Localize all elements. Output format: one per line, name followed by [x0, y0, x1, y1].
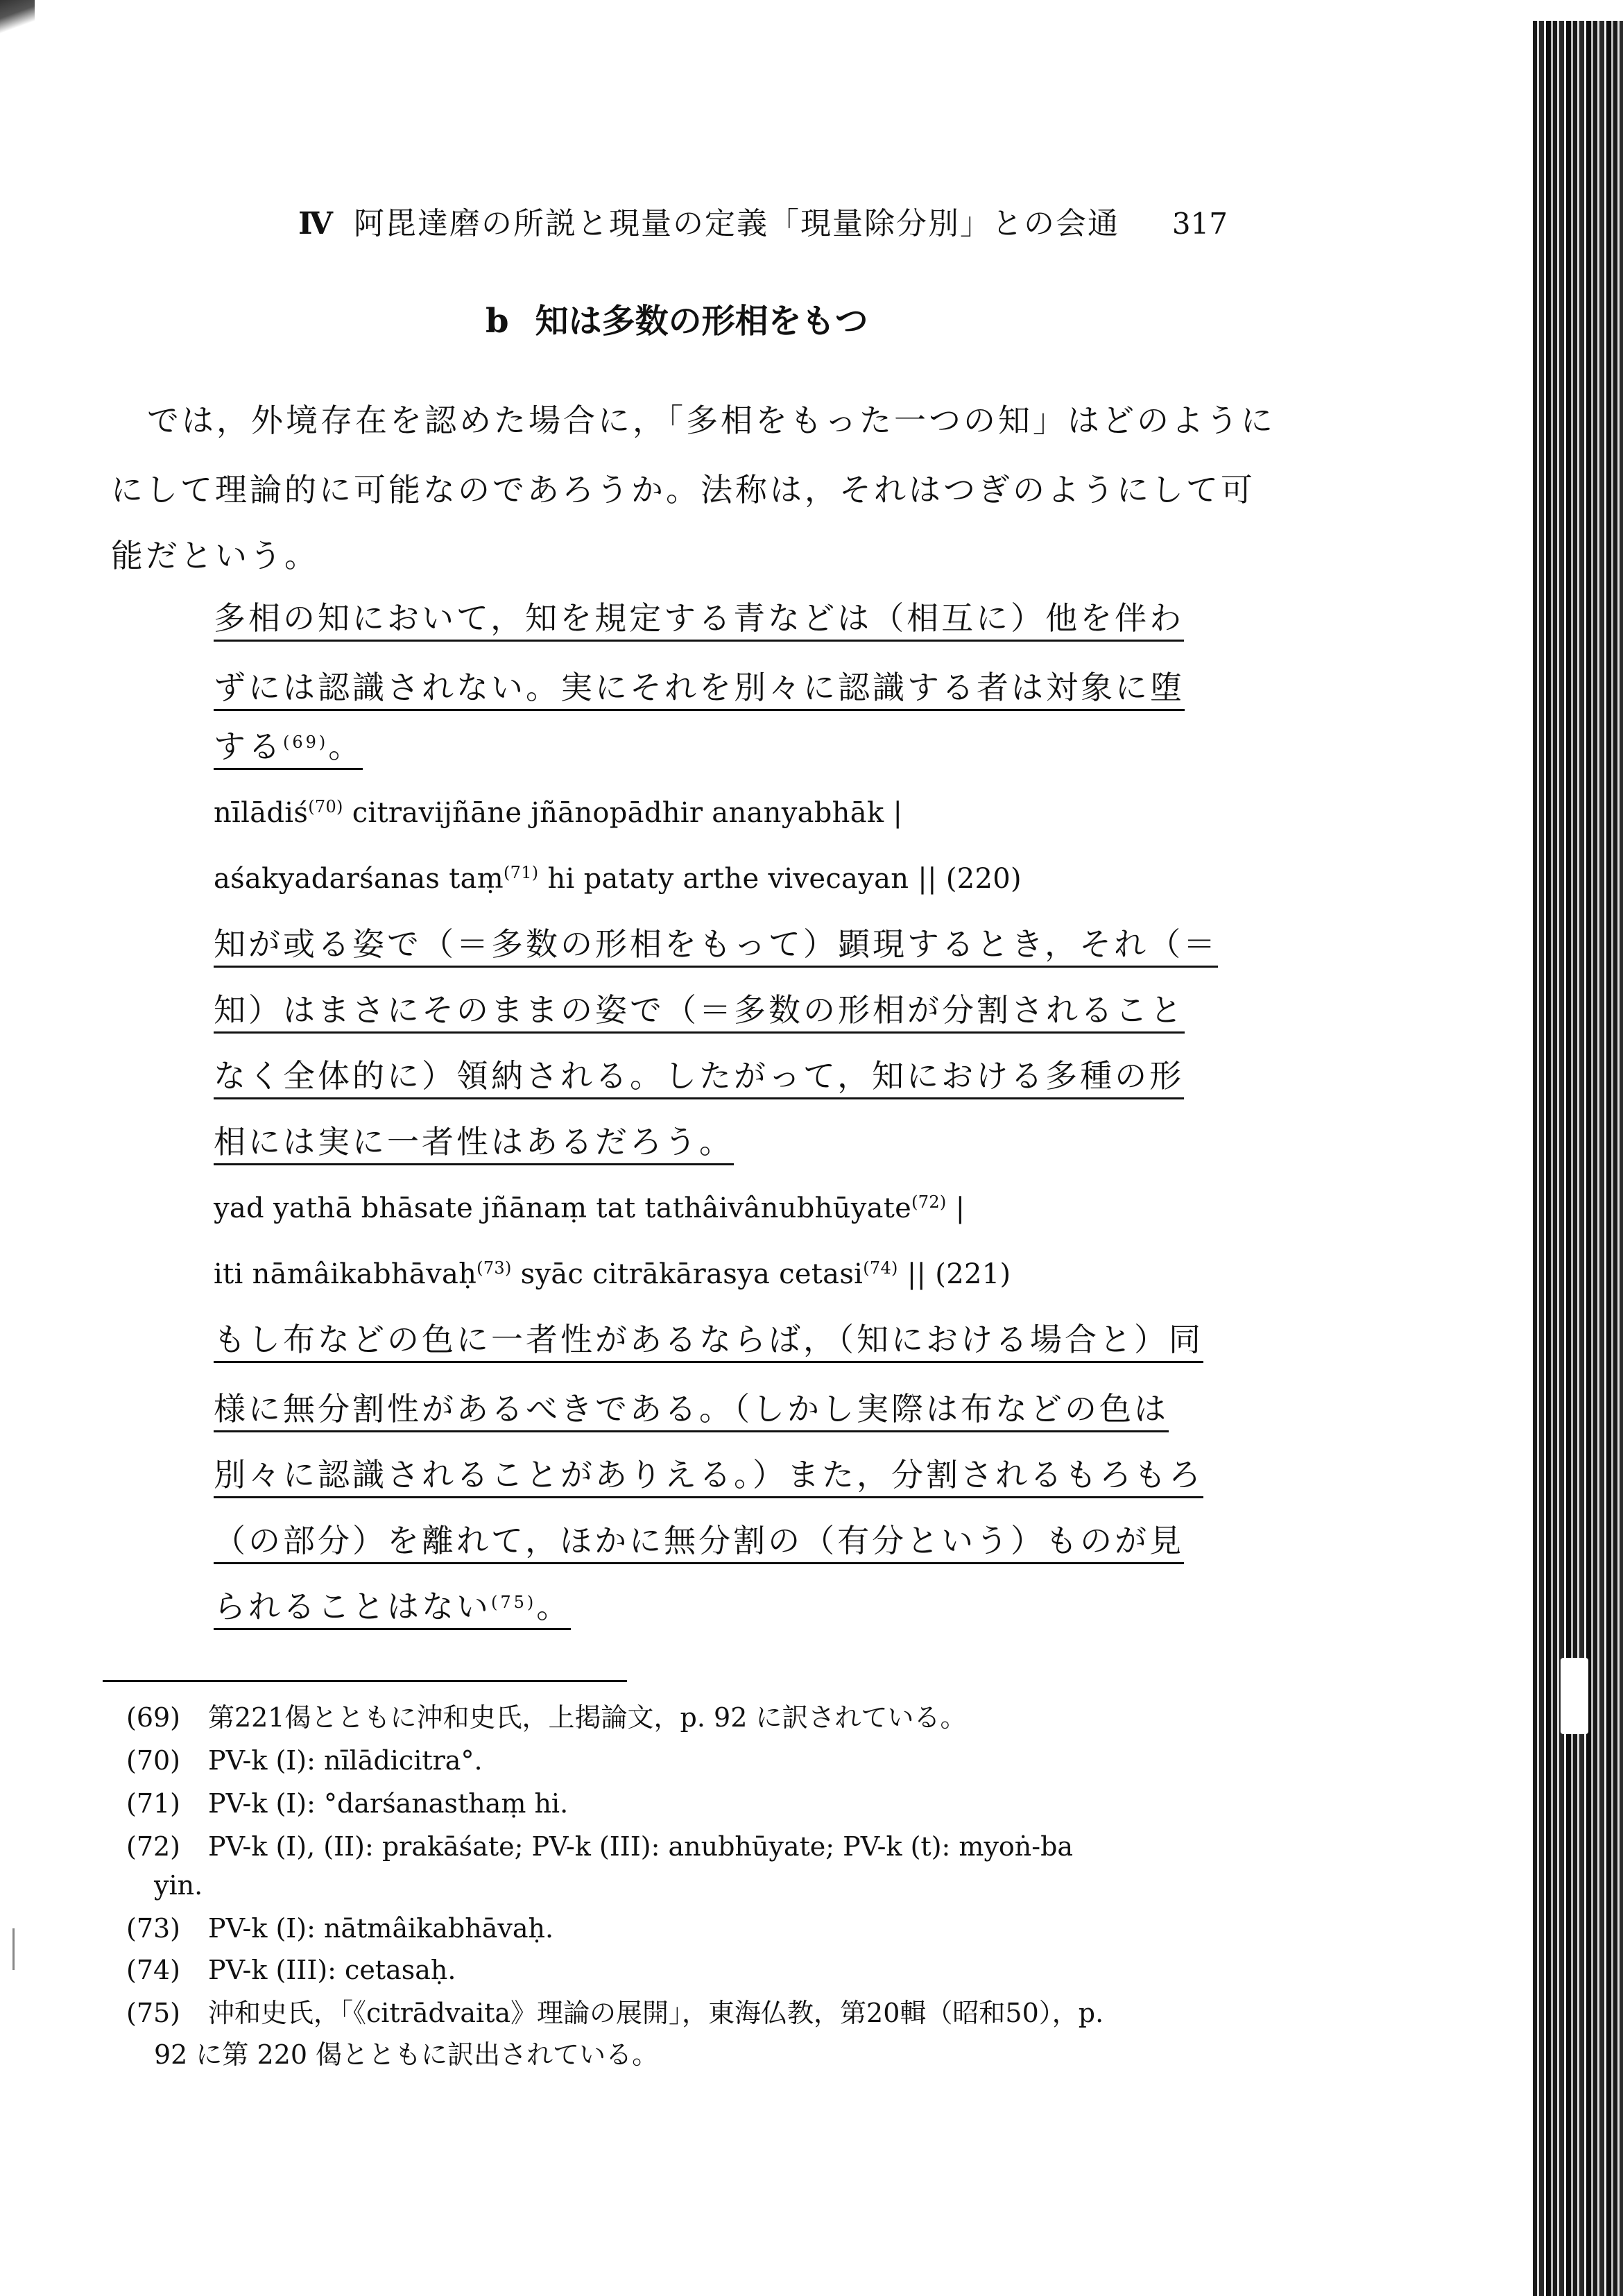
intro-line: 能だという。	[111, 537, 319, 574]
book-spine-edge	[1533, 21, 1623, 2296]
running-header	[298, 200, 1228, 248]
sanskrit-verse-line: nīlādiś$^{(70)}$ citravijñāne jñānopādhir ananyabhāk |	[214, 797, 903, 829]
note-ref: (70)	[308, 797, 343, 816]
note-ref: (75)	[491, 1593, 537, 1612]
footnote-continuation: 92 に第 220 偈とともに訳出されている。	[154, 2039, 659, 2070]
intro-line: にして理論的に可能なのであろうか。法称は，それはつぎのようにして可	[111, 471, 1255, 508]
note-ref: (73)	[476, 1258, 512, 1278]
note-ref: (74)	[863, 1258, 898, 1278]
quote-line: 多相の知において，知を規定する青などは（相互に）他を伴わ	[214, 593, 1184, 643]
intro-line: では，外境存在を認めた場合に，「多相をもった一つの知」はどのように	[147, 402, 1276, 439]
chapter-title: 阿毘達磨の所説と現量の定義「現量除分別」との会通	[354, 206, 1119, 241]
note-ref: (72)	[911, 1192, 947, 1212]
scan-speck	[12, 1928, 15, 1970]
quote-line: 知）はまさにそのままの姿で（＝多数の形相が分割されること	[214, 985, 1185, 1035]
spine-notch	[1561, 1658, 1588, 1734]
quote-line: 知が或る姿で（＝多数の形相をもって）顕現するとき，それ（＝	[214, 919, 1218, 969]
quote-line: もし布などの色に一者性があるならば，（知における場合と）同	[214, 1314, 1203, 1364]
chapter-number: Ⅳ	[298, 206, 332, 241]
footnote-continuation: yin.	[154, 1870, 203, 1901]
sanskrit-verse-line: iti nāmâikabhāvaḥ$^{(73)}$ syāc citrākārasya cetasi$^{(74)}$ || (221)	[214, 1258, 1011, 1290]
footnote: (73) PV-k (I): nātmâikabhāvaḥ.	[126, 1913, 554, 1944]
footnote: (71) PV-k (I): °darśanasthaṃ hi.	[126, 1788, 569, 1819]
note-ref: (69)	[283, 733, 329, 752]
quote-line: （の部分）を離れて，ほかに無分割の（有分という）ものが見	[214, 1516, 1184, 1566]
footnote-rule	[103, 1680, 627, 1682]
quote-line: 別々に認識されることがありえる。）また，分割されるもろもろ	[214, 1450, 1203, 1500]
footnote: (74) PV-k (III): cetasaḥ.	[126, 1955, 456, 1985]
sanskrit-verse-line: yad yathā bhāsate jñānaṃ tat tathâivânubhūyate$^{(72)}$ |	[214, 1192, 965, 1224]
footnote: (75) 沖和史氏，「《citrādvaita》理論の展開」，東海仏教，第20輯（昭和50），p.	[126, 1998, 1104, 2028]
section-title: 知は多数の形相をもつ	[535, 302, 868, 341]
note-ref: (71)	[503, 863, 539, 882]
quote-line: なく全体的に）領納される。したがって，知における多種の形	[214, 1051, 1184, 1101]
footnote: (69) 第221偈とともに沖和史氏，上掲論文，p. 92 に訳されている。	[126, 1702, 967, 1733]
quote-line: ずには認識されない。実にそれを別々に認識する者は対象に堕	[214, 662, 1185, 712]
section-letter: b	[486, 302, 509, 341]
footnote: (72) PV-k (I), (II): prakāśate; PV-k (III): anubhūyate; PV-k (t): myoṅ-ba	[126, 1831, 1074, 1862]
section-heading	[486, 297, 868, 345]
sanskrit-verse-line: aśakyadarśanas taṃ$^{(71)}$ hi pataty arthe vivecayan || (220)	[214, 863, 1022, 895]
footnote: (70) PV-k (I): nīlādicitra°.	[126, 1745, 483, 1776]
quote-line: する$^{(69)}$。	[214, 721, 363, 771]
quote-line: 様に無分割性があるべきである。（しかし実際は布などの色は	[214, 1384, 1169, 1434]
page-number: 317	[1171, 207, 1228, 241]
scan-corner-mark	[0, 0, 35, 49]
quote-line: 相には実に一者性はあるだろう。	[214, 1117, 734, 1167]
quote-line: られることはない$^{(75)}$。	[214, 1582, 571, 1631]
